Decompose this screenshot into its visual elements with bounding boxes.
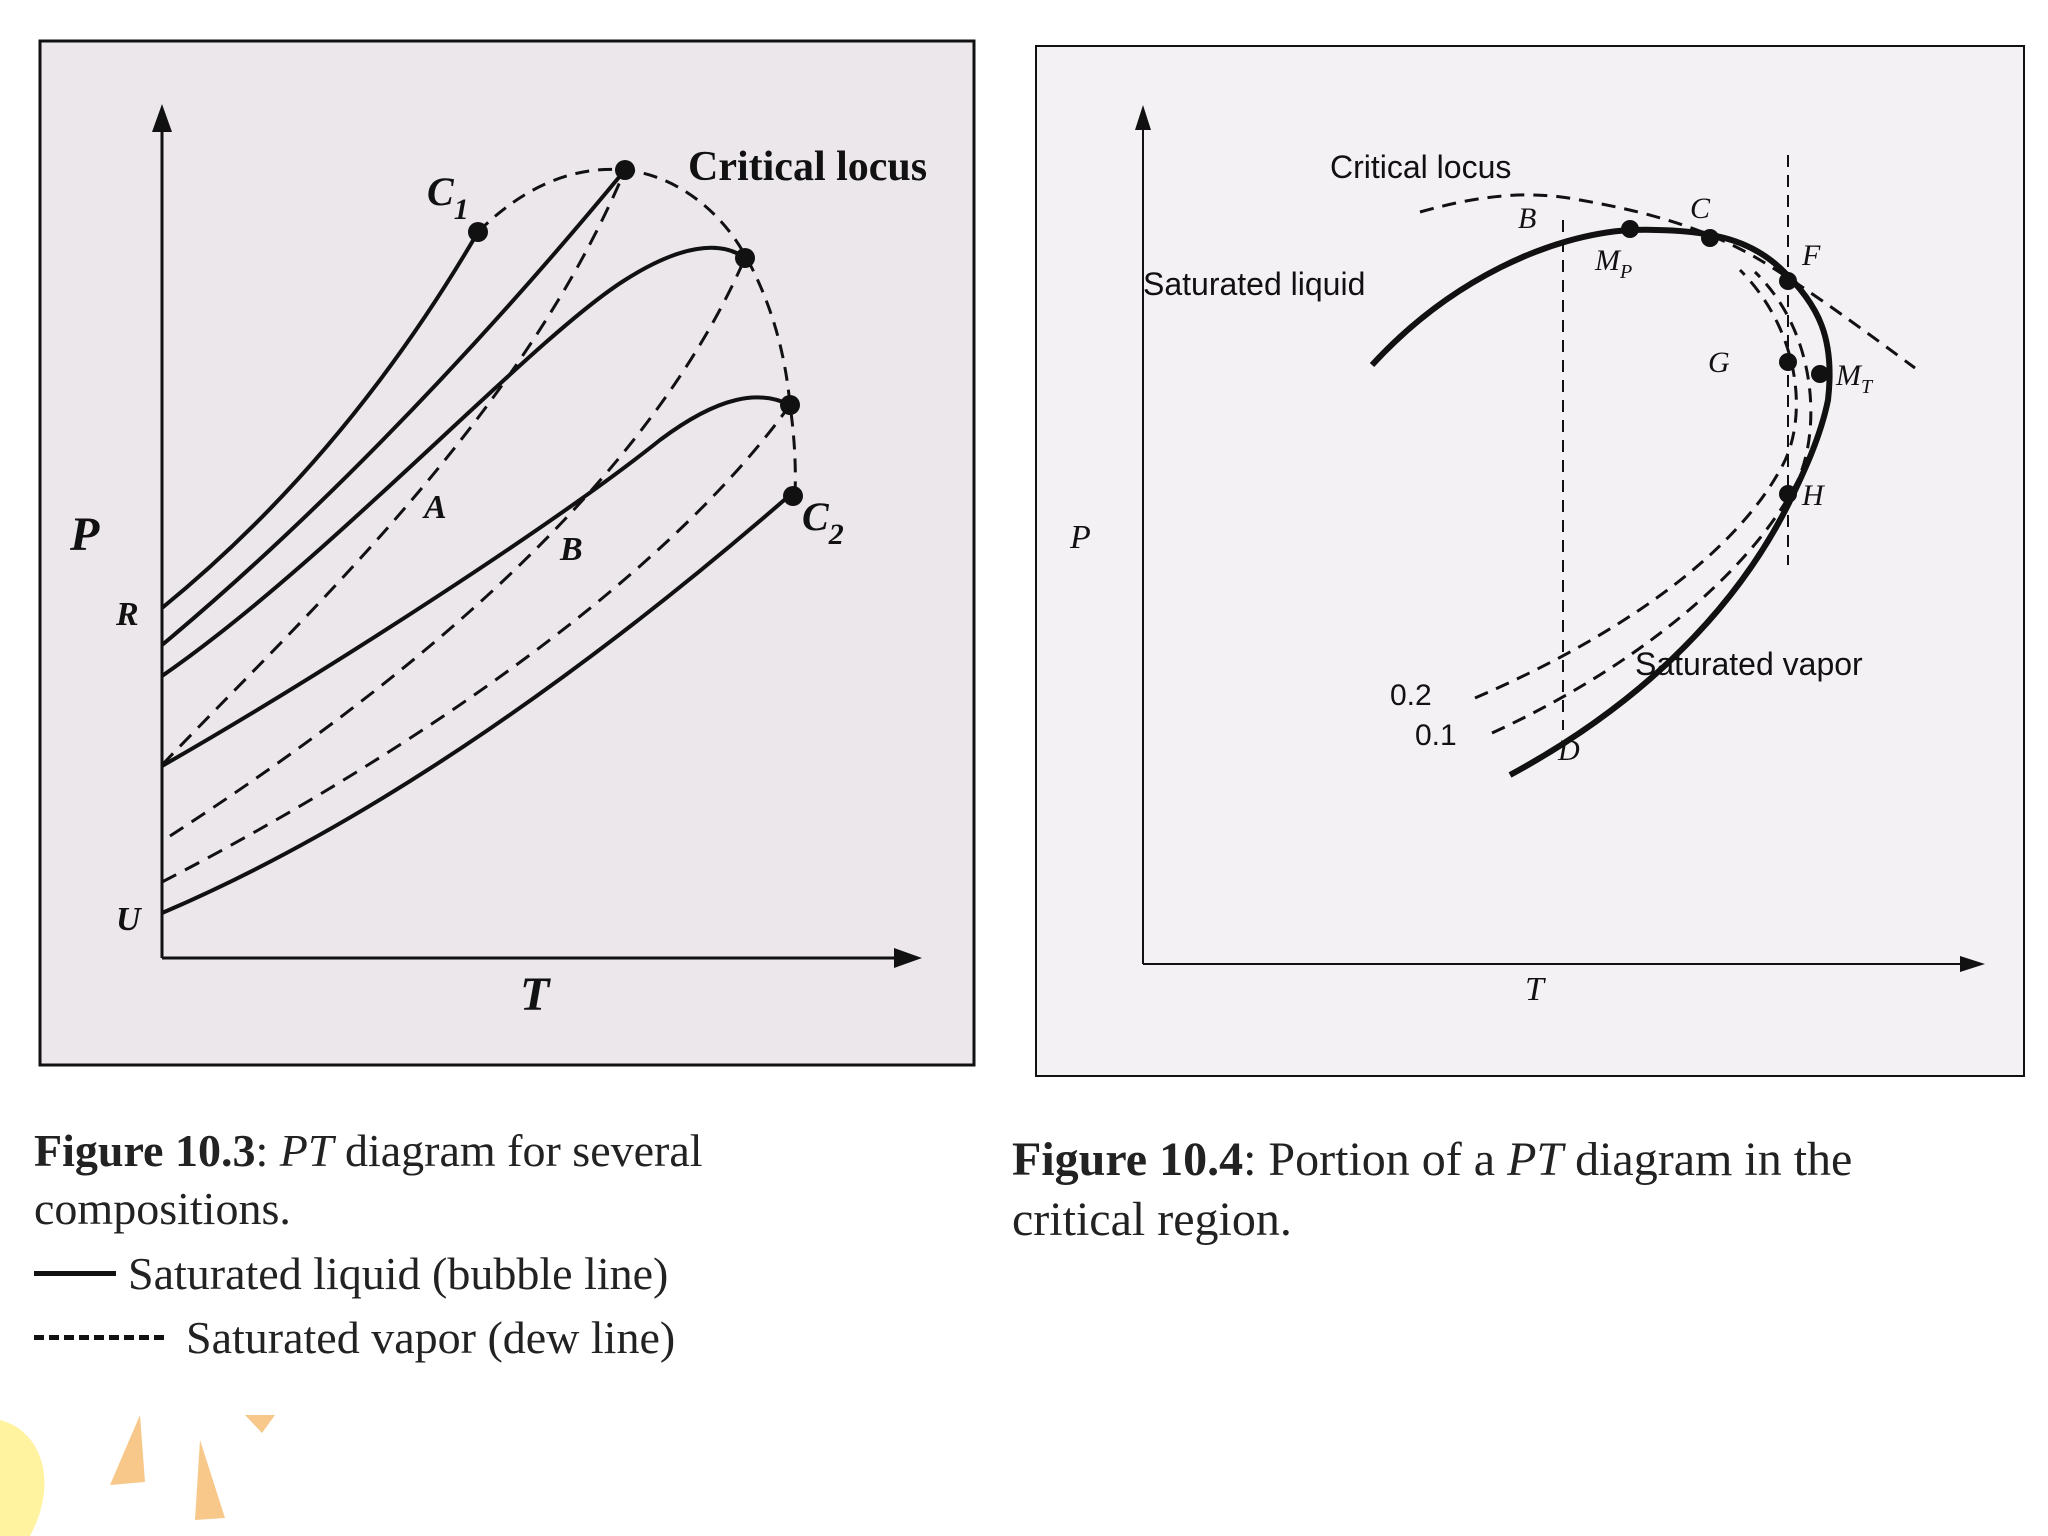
decoration-orange-shard-1 — [110, 1415, 145, 1485]
figure-10-4-frame — [1036, 46, 2024, 1076]
point-h — [1779, 485, 1797, 503]
right-axis-x-label: T — [1525, 971, 1544, 1008]
caption-figure-10-4 — [1012, 1130, 1992, 1250]
legend-dashed-label: Saturated vapor (dew line) — [186, 1311, 676, 1363]
label-point-b-right: B — [1518, 202, 1537, 235]
label-curve-0-1: 0.1 — [1415, 719, 1457, 752]
legend-solid-row — [34, 1245, 794, 1303]
caption-10-3-number: Figure 10.3 — [34, 1125, 256, 1176]
label-point-h: H — [1802, 479, 1824, 512]
left-axis-y-label: P — [70, 508, 100, 561]
caption-10-4-sep: : Portion of a — [1243, 1133, 1508, 1186]
label-point-f: F — [1802, 239, 1821, 272]
figure-10-4-diagram — [1010, 0, 2048, 1080]
point-g — [1779, 353, 1797, 371]
point-top — [615, 160, 635, 180]
label-c2: $C_2$ — [802, 494, 844, 551]
figure-10-3-diagram — [0, 0, 1000, 1080]
caption-10-3-text — [34, 1122, 794, 1237]
legend-dashed-row — [34, 1309, 794, 1367]
caption-10-4-number: Figure 10.4 — [1012, 1133, 1244, 1186]
point-mid — [735, 248, 755, 268]
left-axis-x-label: T — [520, 968, 550, 1021]
decoration-yellow-arc — [0, 1420, 44, 1536]
label-point-b: B — [560, 531, 583, 568]
caption-10-3-sep: : — [255, 1125, 280, 1176]
label-critical-locus-left: Critical locus — [688, 144, 928, 190]
caption-10-4-italic: PT — [1507, 1133, 1564, 1186]
label-c1: $C_1$ — [427, 169, 469, 226]
label-u: U — [116, 901, 141, 938]
figure-10-3-frame — [40, 41, 974, 1065]
label-mp: $M_P$ — [1595, 244, 1633, 283]
legend-dashed-line-icon — [34, 1335, 164, 1340]
decoration-orange-shard-3 — [245, 1415, 275, 1433]
point-c2 — [783, 486, 803, 506]
label-point-d: D — [1558, 734, 1580, 767]
corner-decoration — [0, 1400, 300, 1536]
point-low — [780, 395, 800, 415]
label-curve-0-2: 0.2 — [1390, 679, 1432, 712]
legend-solid-line-icon — [34, 1271, 116, 1276]
decoration-orange-shard-2 — [195, 1440, 225, 1520]
label-point-a: A — [424, 489, 447, 526]
point-mt — [1811, 365, 1829, 383]
point-c1 — [468, 222, 488, 242]
caption-10-3-italic: PT — [279, 1125, 334, 1176]
label-r: R — [116, 596, 139, 633]
point-mp — [1621, 220, 1639, 238]
label-saturated-liquid: Saturated liquid — [1143, 266, 1366, 302]
label-saturated-vapor: Saturated vapor — [1635, 646, 1863, 682]
caption-10-3-rest: diagram for several compositions. — [34, 1125, 703, 1234]
caption-10-4-rest: diagram in the critical region. — [1012, 1133, 1853, 1246]
point-c — [1701, 229, 1719, 247]
caption-figure-10-3 — [34, 1122, 794, 1366]
label-point-g: G — [1708, 346, 1730, 379]
legend-solid-label: Saturated liquid (bubble line) — [128, 1248, 669, 1299]
right-axis-y-label: P — [1070, 519, 1091, 556]
label-mt: $M_T$ — [1836, 359, 1873, 398]
label-critical-locus-right: Critical locus — [1330, 149, 1512, 185]
label-point-c-right: C — [1690, 192, 1711, 225]
point-f — [1779, 272, 1797, 290]
